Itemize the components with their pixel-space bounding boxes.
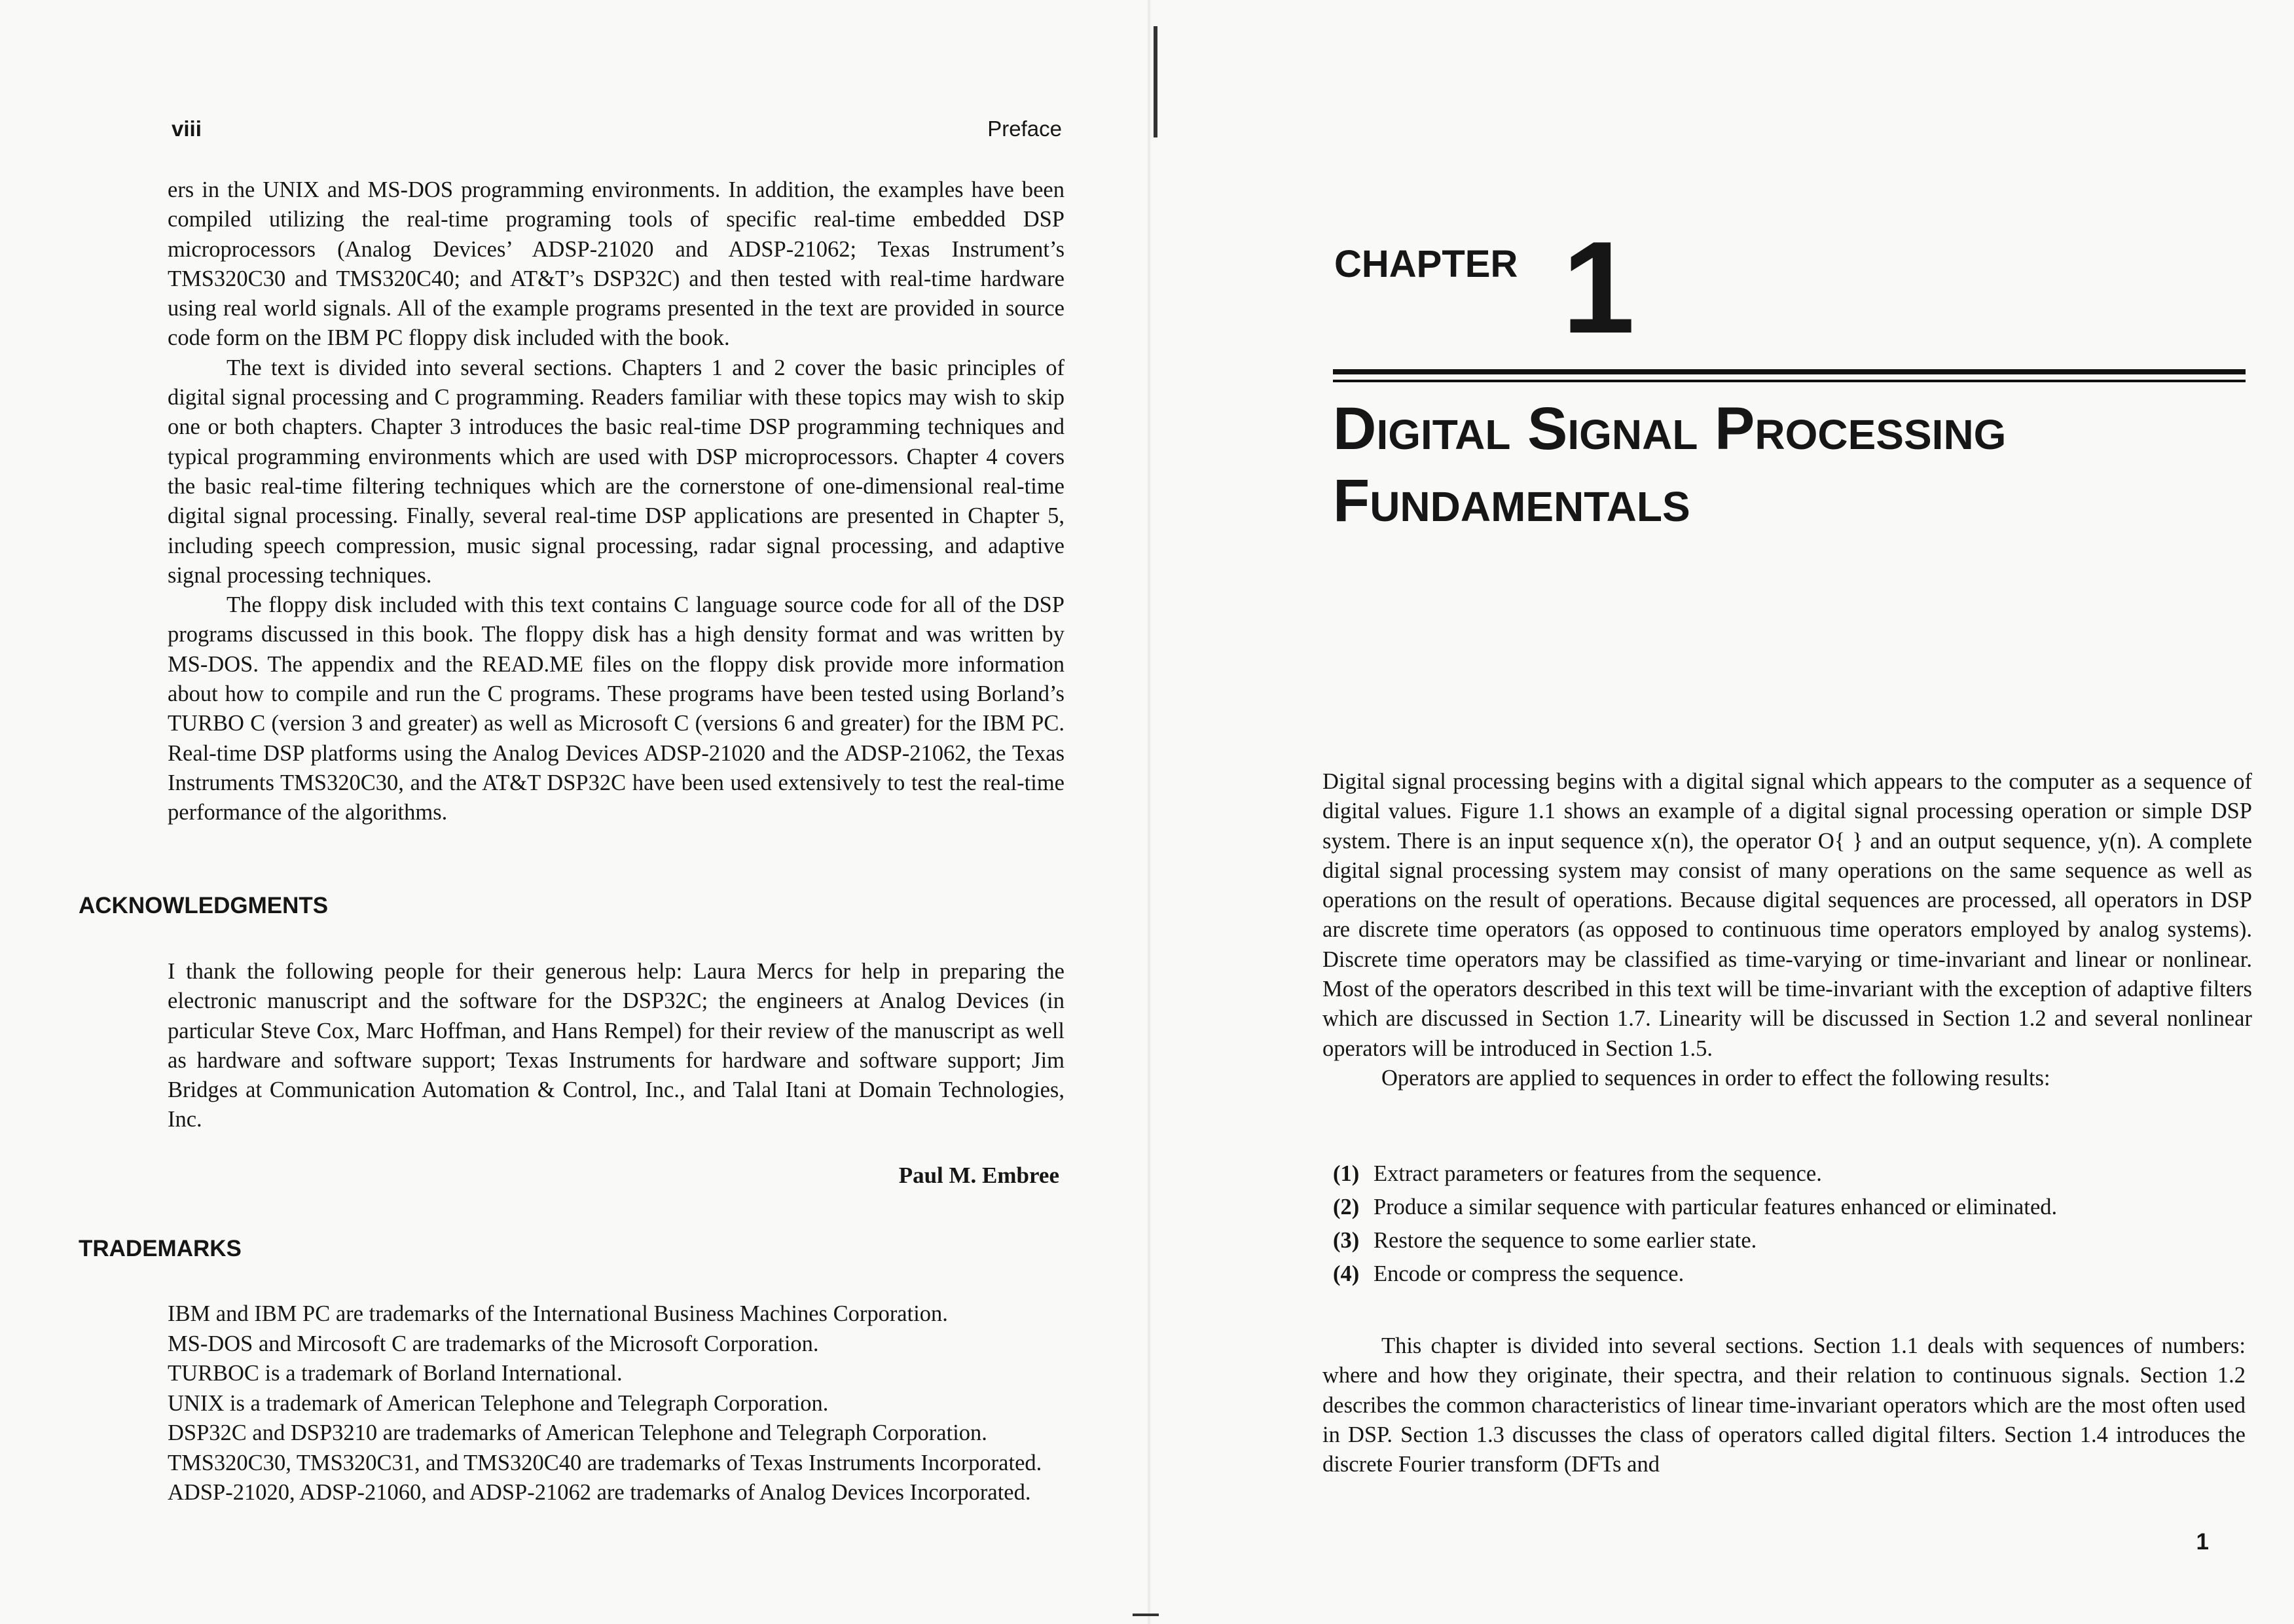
paragraph: The floppy disk included with this text contains C language source code for all of the DSP programs discussed in this book. The floppy disk has a high density format and was written by MS-DOS. The appendix and the READ.ME files on the floppy disk provide more information about how to compile and run the C programs. These programs have been tested using Borland’s TURBO C (version 3 and greater) as well as Microsoft C (versions 6 and greater) for the IBM PC. Real-time DSP platforms using the Analog Devices ADSP-21020 and the ADSP-21062, the Texas Instruments TMS320C30, and the AT&T DSP32C have been used extensively to test the real-time performance of the algorithms.	[168, 592, 1065, 825]
list-number: (4)	[1333, 1261, 1360, 1286]
list-item: TMS320C30, TMS320C31, and TMS320C40 are trademarks of Texas Instruments Incorporated.	[168, 1450, 1042, 1475]
chapter-intro	[1322, 767, 2252, 1093]
list-item: UNIX is a trademark of American Telephone and Telegraph Corporation.	[168, 1390, 829, 1416]
page-number-right: 1	[2196, 1529, 2209, 1555]
list-item	[1333, 1191, 2057, 1224]
list-item: MS-DOS and Mircosoft C are trademarks of the Microsoft Corporation.	[168, 1331, 819, 1356]
list-text: Restore the sequence to some earlier state.	[1374, 1228, 1757, 1253]
paragraph: ers in the UNIX and MS-DOS programming environments. In addition, the examples have been compiled utilizing the real-time programing tools of specific real-time embedded DSP microprocessors (Analog Devices’ ADSP-21020 and ADSP-21062; Texas Instrument’s TMS320C30 and TMS320C40; and AT&T’s DSP32C) and then tested with real-time hardware using real world signals. All of the example programs presented in the text are provided in source code form on the IBM PC floppy disk included with the book.	[168, 177, 1065, 351]
list-item	[1333, 1257, 2057, 1291]
list-item: TURBOC is a trademark of Borland International.	[168, 1361, 623, 1386]
paragraph: Digital signal processing begins with a digital signal which appears to the computer as a sequence of digital values. Figure 1.1 shows an example of a digital signal processing operation or simple DSP system. There is an input sequence x(n), the operator O{ } and an output sequence, y(n). A complete digital signal processing system may consist of many operations on the same sequence as well as operations on the result of operations. Because digital sequences are processed, all operators in DSP are discrete time operators (as opposed to continuous time operators employed by analog systems). Discrete time operators may be classified as time-varying or time-invariant and linear or nonlinear. Most of the operators described in this text will be time-invariant with the exception of adaptive filters which are discussed in Section 1.7. Linearity will be discussed in Section 1.2 and several nonlinear operators will be introduced in Section 1.5.	[1322, 769, 2252, 1061]
list-number: (2)	[1333, 1195, 1360, 1219]
paragraph: Operators are applied to sequences in order to effect the following results:	[1381, 1065, 2050, 1091]
author-signature: Paul M. Embree	[898, 1163, 1059, 1188]
paragraph: This chapter is divided into several sections. Section 1.1 deals with sequences of numbers: where and how they originate, their spectra, and their relation to continuous signals. Section 1.2 describes the common characteristics of linear time-invariant operators which are the most often used in DSP. Section 1.3 discusses the class of operators called digital filters. Section 1.4 introduces the discrete Fourier transform (DFTs and	[1322, 1333, 2246, 1477]
preface-body	[168, 175, 1065, 828]
list-item: DSP32C and DSP3210 are trademarks of American Telephone and Telegraph Corporation.	[168, 1420, 987, 1445]
chapter-rule	[1333, 369, 2246, 374]
right-page	[1139, 0, 2294, 1624]
running-head: Preface	[987, 117, 1062, 141]
results-list	[1333, 1157, 2057, 1291]
list-item	[1333, 1224, 2057, 1257]
list-item	[1333, 1157, 2057, 1191]
acknowledgments-body	[168, 957, 1065, 1135]
list-item: ADSP-21020, ADSP-21060, and ADSP-21062 are trademarks of Analog Devices Incorporated.	[168, 1480, 1031, 1505]
list-number: (1)	[1333, 1161, 1360, 1186]
left-page	[0, 0, 1139, 1624]
chapter-title-line1: Digital Signal Processing	[1333, 395, 2007, 462]
chapter-number: 1	[1562, 215, 1635, 361]
paragraph: The text is divided into several sections. Chapters 1 and 2 cover the basic principles of digital signal processing and C programming. Readers familiar with these topics may wish to skip one or both chapters. Chapter 3 introduces the basic real-time DSP programming techniques and typical programming environments which are used with DSP microprocessors. Chapter 4 covers the basic real-time filtering techniques which are the cornerstone of one-dimensional real-time digital signal processing. Finally, several real-time DSP applications are presented in Chapter 5, including speech compression, music signal processing, radar signal processing, and adaptive signal processing techniques.	[168, 355, 1065, 588]
list-number: (3)	[1333, 1228, 1360, 1253]
trademarks-heading: TRADEMARKS	[79, 1236, 242, 1261]
page-number-left: viii	[172, 117, 202, 141]
list-item: IBM and IBM PC are trademarks of the International Business Machines Corporation.	[168, 1301, 948, 1326]
chapter-rule-thin	[1333, 380, 2246, 382]
chapter-overview	[1322, 1331, 2246, 1479]
chapter-label: CHAPTER	[1334, 243, 1518, 285]
list-text: Encode or compress the sequence.	[1374, 1261, 1684, 1286]
chapter-title-line2: Fundamentals	[1333, 467, 1690, 534]
list-text: Produce a similar sequence with particular features enhanced or eliminated.	[1374, 1195, 2058, 1219]
chapter-title	[1333, 393, 2184, 537]
paragraph: I thank the following people for their generous help: Laura Mercs for help in preparing the electronic manuscript and the software for the DSP32C; the engineers at Analog Devices (in particular Steve Cox, Marc Hoffman, and Hans Rempel) for their review of the manuscript as well as hardware and software support; Texas Instruments for hardware and software support; Jim Bridges at Communication Automation & Control, Inc., and Talal Itani at Domain Technologies, Inc.	[168, 959, 1065, 1132]
list-text: Extract parameters or features from the sequence.	[1374, 1161, 1822, 1186]
trademarks-list	[168, 1299, 1042, 1508]
acknowledgments-heading: ACKNOWLEDGMENTS	[79, 893, 329, 918]
